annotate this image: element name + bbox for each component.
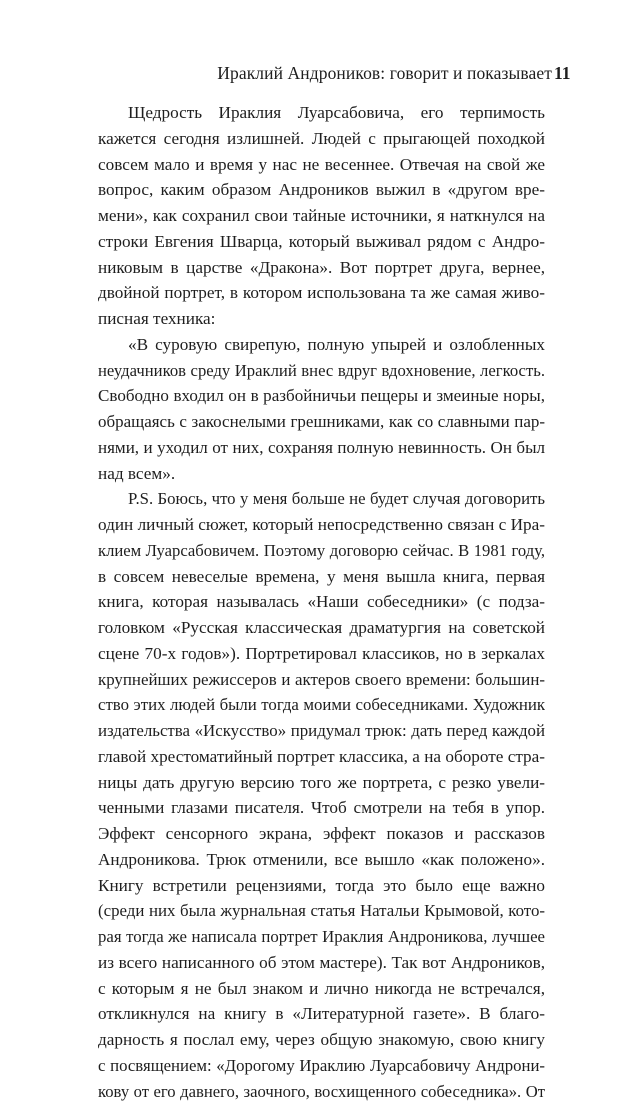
text-line: ченными глазами писателя. Чтоб смотрели на тебя в упор. — [98, 795, 545, 821]
text-line: «В суровую свирепую, полную упырей и озлобленных — [98, 332, 545, 358]
text-line: издательства «Искусство» придумал трюк: дать перед каждой — [98, 718, 545, 744]
text-line: Книгу встретили рецензиями, тогда это было еще важно — [98, 873, 545, 899]
text-line: над всем». — [98, 461, 545, 487]
text-line: строки Евгения Шварца, который выживал рядом с Андро- — [98, 229, 545, 255]
text-line: ницы дать другую версию того же портрета, с резко увели- — [98, 770, 545, 796]
text-line: (среди них была журнальная статья Натальи Крымовой, кото- — [98, 898, 545, 924]
text-line: никовым в царстве «Дракона». Вот портрет друга, вернее, — [98, 255, 545, 281]
text-line: двойной портрет, в котором использована та же самая живо- — [98, 280, 545, 306]
text-line: Свободно входил он в разбойничьи пещеры и змеиные норы, — [98, 383, 545, 409]
text-line: Эффект сенсорного экрана, эффект показов и рассказов — [98, 821, 545, 847]
text-line: с которым я не был знаком и лично никогда не встречался, — [98, 976, 545, 1002]
text-line: неудачников среду Ираклий внес вдруг вдохновение, легкость. — [98, 358, 545, 384]
text-line: кажется сегодня излишней. Людей с прыгающей походкой — [98, 126, 545, 152]
text-line: дарность я послал ему, через общую знакомую, свою книгу — [98, 1027, 545, 1053]
text-line: с посвящением: «Дорогому Ираклию Луарсабовичу Андрони- — [98, 1053, 545, 1079]
text-line: крупнейших режиссеров и актеров своего времени: большин- — [98, 667, 545, 693]
text-line: один личный сюжет, который непосредственно связан с Ира- — [98, 512, 545, 538]
text-line: Щедрость Ираклия Луарсабовича, его терпимость — [98, 100, 545, 126]
text-line: кову от его давнего, заочного, восхищенного собеседника». От — [98, 1079, 545, 1104]
text-line: вопрос, каким образом Андроников выжил в «другом вре- — [98, 177, 545, 203]
running-title: Ираклий Андроников: говорит и показывает — [217, 62, 552, 84]
text-line: из всего написанного об этом мастере). Так вот Андроников, — [98, 950, 545, 976]
text-line: главой хрестоматийный портрет классика, а на обороте стра- — [98, 744, 545, 770]
text-line: P.S. Боюсь, что у меня больше не будет случая договорить — [98, 486, 545, 512]
text-line: книга, которая называлась «Наши собеседники» (с подза- — [98, 589, 545, 615]
text-line: клием Луарсабовичем. Поэтому договорю сейчас. В 1981 году, — [98, 538, 545, 564]
text-line: мени», как сохранил свои тайные источники, я наткнулся на — [98, 203, 545, 229]
page-number: 11 — [554, 62, 571, 84]
text-line: головком «Русская классическая драматургия на советской — [98, 615, 545, 641]
text-line: Андроникова. Трюк отменили, все вышло «как положено». — [98, 847, 545, 873]
text-line: совсем мало и время у нас не весеннее. Отвечая на свой же — [98, 152, 545, 178]
text-line: в совсем невеселые времена, у меня вышла книга, первая — [98, 564, 545, 590]
text-line: сцене 70-х годов»). Портретировал классиков, но в зеркалах — [98, 641, 545, 667]
text-line: обращаясь с закоснелыми грешниками, как со славными пар- — [98, 409, 545, 435]
text-line: нями, и уходил от них, сохраняя полную невинность. Он был — [98, 435, 545, 461]
text-line: ство этих людей были тогда моими собеседниками. Художник — [98, 692, 545, 718]
text-line: откликнулся на книгу в «Литературной газете». В благо- — [98, 1001, 545, 1027]
text-line: рая тогда же написала портрет Ираклия Андроникова, лучшее — [98, 924, 545, 950]
body-text — [98, 100, 545, 1104]
text-line: писная техника: — [98, 306, 545, 332]
